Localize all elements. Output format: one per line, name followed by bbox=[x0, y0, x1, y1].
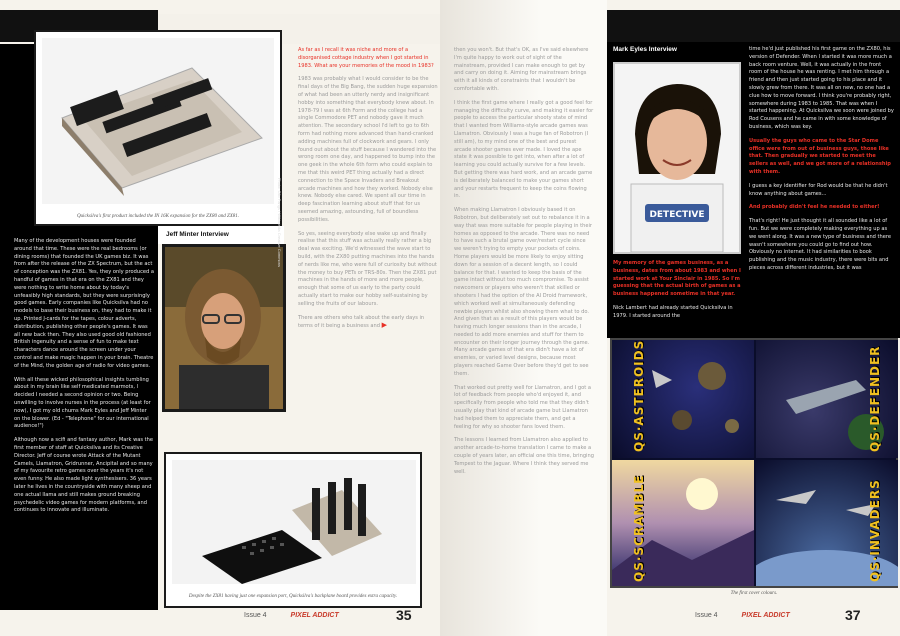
cover-scramble-title: QS·SCRAMBLE bbox=[632, 474, 646, 582]
right-col-para-2: I think the first game where I really got a good feel for managing the difficulty curve, and making it easier for people to access the particular shooty state of mind that I wanted from Williams-style arcade games was Llamatron. Obviously I was a huge fan of Robotron (I still am), to my mind one of the best and purest arcade shooter games ever made. I loved the ape state it was possible to get into, when after a lot of learning you could actually survive for a few levels. But getting there was hard work, and an arcade game is deliberately balanced to make your games short and your restarts frequent to keep the coins flowing in. bbox=[454, 99, 594, 200]
mark-eyles-photo bbox=[615, 64, 739, 252]
zx81-caption: Despite the ZX81 having just one expansion port, Quicksilva's backplane board provides extra capacity. bbox=[188, 594, 398, 599]
mid-col-para-2: So yes, seeing everybody else wake up and finally realise that this stuff was actually really rather a big deal was exciting. We'd witnessed the wave start to build, with the ZX80 putting machines into the hands of nerds like me, who were full of curiosity but without the money to buy PETs or TRS-80s. Then the ZX81 put machines in the hands of more and more people, enough that some of us early to the party could actually start to make our hobby self-sustaining by selling the fruits of our labours. bbox=[298, 230, 437, 307]
circuit-board-caption: Quicksilva's first product included the IN 16K expansion for the ZX80 and ZX81. bbox=[76, 214, 240, 219]
mark-para-3: That's right! He just thought it all sounded like a lot of fun. But we were completely making everything up as we went along. It was a new type of business and there wasn't somewhere you could go to find out how. Obviously no internet. It had similarities to book publishing and the music industry, there were bits and pieces across different industries, but it was bbox=[749, 218, 892, 271]
left-folio-issue: Issue 4 bbox=[244, 612, 267, 619]
game-covers-caption: The first cover colours. bbox=[730, 591, 778, 596]
mid-col-para-3: There are others who talk about the early days in terms of it being a business and bbox=[298, 314, 425, 330]
left-column-text bbox=[14, 238, 154, 521]
right-folio bbox=[695, 607, 861, 623]
jeff-heading: Jeff Minter Interview bbox=[166, 231, 229, 238]
left-folio-page-number: 35 bbox=[396, 607, 412, 623]
mark-question-1: My memory of the games business, as a business, dates from about 1983 and when I started work at Your Sinclair in 1985. So I'm guessing that the actual birth of games as a business happened sometime in that year. bbox=[613, 260, 741, 298]
left-folio bbox=[244, 607, 412, 623]
mark-column-text bbox=[749, 46, 895, 279]
right-folio-page-number: 37 bbox=[845, 607, 861, 623]
mark-answer-1: Nick Lambert had already started Quicksilva in 1979. I started around the bbox=[613, 304, 733, 319]
cover-defender bbox=[756, 340, 898, 458]
mid-col-para-1: 1983 was probably what I would consider to be the final days of the Big Bang, the sudden huge expansion of what had been an utterly nerdy and insignificant hobby into something that everybody knew about. In 1978-79 I was at 6th Form and the college had a single Commodore PET and nobody gave it much attention. The secondary school I'd left to go to 6th form had nothing more advanced than hand-cranked adding machines full of clockwork and gears. I only found out about the stuff because I wandered into the wrong room one day, and happened to bump into the one geek in the whole 6th form who could explain to me that this weird PET thing actually had a direct connection to the Space Invaders and Breakout arcade machines and how they worked. Nobody else knew. Nobody else cared. We spent all our time in deep fascination learning about stuff that for us seemed amazing, astounding, full of boundless possibilities. bbox=[298, 76, 438, 223]
circuit-board-photo-frame bbox=[34, 30, 282, 226]
jeff-photo-credit: Photo: Ollo Fangs / Wikimedia Creative Commons bbox=[277, 177, 282, 267]
zx81-photo bbox=[172, 460, 414, 584]
mark-question-3: And probably didn't feel he needed to either! bbox=[749, 204, 880, 211]
right-folio-title: PIXEL ADDICT bbox=[741, 612, 790, 619]
right-folio-issue: Issue 4 bbox=[695, 612, 718, 619]
cover-asteroids-title: QS·ASTEROIDS bbox=[632, 340, 646, 452]
svg-text:DETECTIVE: DETECTIVE bbox=[649, 210, 705, 220]
left-folio-title: PIXEL ADDICT bbox=[290, 612, 339, 619]
right-col-para-5: The lessons I learned from Llamatron also applied to another arcade-to-home translation I came to make a couple of years later, an official one this time, bringing Tempest to the Jaguar. Where I think they served me well. bbox=[454, 437, 594, 475]
continue-arrow-icon: ▶ bbox=[381, 321, 387, 330]
mark-intro bbox=[613, 260, 743, 327]
left-col-para-2: With all these wicked philosophical insights tumbling about in my brain like self medicated marmots, I decided I needed a second opinion or two. Being unwilling to involve nurses in the process (at least for now), I got my old chums Mark Eyles and Jeff Minter on the blower. (Ed - "Telephone" for our international audience!") bbox=[14, 376, 151, 430]
mark-photo-frame bbox=[613, 62, 741, 254]
right-header-bar bbox=[607, 10, 900, 42]
left-page bbox=[0, 0, 440, 636]
right-col-para-4: That worked out pretty well for Llamatron, and I got a lot of feedback from people who'd enjoyed it, and specifically from people who told me that they didn't usually play that kind of arcade game but Llamatron had helped them to appreciate them, and get a feeling for why so shooter fans loved them. bbox=[454, 384, 591, 430]
jeff-minter-photo bbox=[165, 247, 283, 409]
page-gutter bbox=[440, 0, 607, 636]
interview-question-1983: As far as I recall it was niche and more of a disorganised cottage industry when I got started in 1983. What are your memories of the mood in 1983? bbox=[298, 47, 434, 69]
mark-heading: Mark Eyles Interview bbox=[613, 46, 677, 53]
mark-question-2: Usually the guys who came to the Star Dome office were from out of business guys, those like that. Then gradually we started to meet the sellers as well, and we got more of a relationship with them. bbox=[749, 137, 891, 175]
zx81-photo-frame bbox=[164, 452, 422, 608]
left-col-para-3: Although now a scifi and fantasy author, Mark was the first member of staff at Quicksilva and its Creative Director. Jeff of course wrote Attack of the Mutant Camels, Llamatron, Gridrunner, Ancipital and so many of my favourite retro games over the years it's not even funny. He also made light synthesisers. 36 years later he lives in the countryside with many sheep and one actual llama and still makes ground breaking psychedelic video games for modern platforms, and continues to innovate and illuminate. bbox=[14, 437, 153, 514]
right-col-para-3: When making Llamatron I obviously based it on Robotron, but deliberately set out to rebalance it in a way that was more suitable for people playing in their homes as opposed to the arcade. There was no need to have such a brutal game over/restart cycle since we weren't trying to empty your pockets of coins. Home players would be more likely to enjoy sitting down for a session of a decent length, so I could balance for that. I wanted to keep the basis of the game intact without too much compromise. To assist newcomers or players who weren't that skilled or shooters I had the option of the AI Droid framework, which worked well at simultaneously defending newbie players whilst also showing them what to do. And given that as a result of this players would be having much longer sessions than in the arcade, I needed to add more enemies and stuff for them to encounter on their longer journey through the game. Many arcade games of that era didn't have a lot of enemies, or varied level designs, because most players reached Game Over before they'd get to see them. bbox=[454, 207, 592, 377]
game-covers-collage bbox=[610, 338, 898, 588]
cover-defender-title: QS·DEFENDER bbox=[868, 345, 882, 452]
cover-asteroids bbox=[612, 340, 754, 458]
cover-invaders-title: QS·INVADERS bbox=[868, 479, 882, 582]
cover-scramble bbox=[612, 460, 754, 586]
cover-invaders bbox=[756, 460, 898, 586]
mark-para-1: time he'd just published his first game on the ZX80, his version of Defender. When I started it was more much a back room venture. Well, it was actually in the front room of the house he was renting. I met him through a friend and then just started going to his place and it slowly grew from there. It was all on new, no one had a clue how to move forward. I think you're probably right, somewhere during 1983 to 1985. That was when I started happening. At Quicksilva we soon were joined by Rod Cousens and he came in with some knowledge of business, which was key. bbox=[749, 46, 894, 130]
left-col-para-1: Many of the development houses were founded around that time. These were the real bedrooms (or dining rooms) that founded the UK games biz. It was from after the release of the ZX Spectrum, but the act of conception was the ZX81. Yes, they only produced a handful of games in that era on the ZX81 and they were nothing to write home about by today's unfeasibly high standards, but they were surprisingly good games. Early companies like Quicksilva had no models to base their business on, they had to make it up. Printed J-cards for the tapes, colour adverts, distribution, publishing other people's games. It was all new back then. They also used good old fashioned British ingenuity and a sense of fun to make text characters dance around the screen under your control and make magic happen in your brain. Theatre of the Mind, the golden age of radio for video games. bbox=[14, 238, 155, 369]
right-col-para-1: then you won't. But that's OK, as I've said elsewhere I'm quite happy to work out of sight of the mainstream, provided I can make enough to get by and carry on doing it. Aiming for mainstream brings with it all kinds of constraints that I wouldn't be comfortable with. bbox=[454, 47, 589, 92]
mark-para-2: I guess a key identifier for Rod would be that he didn't know anything about games... bbox=[749, 182, 888, 197]
right-column-text bbox=[454, 47, 594, 482]
middle-column-text bbox=[298, 47, 438, 337]
circuit-board-photo bbox=[42, 38, 274, 204]
